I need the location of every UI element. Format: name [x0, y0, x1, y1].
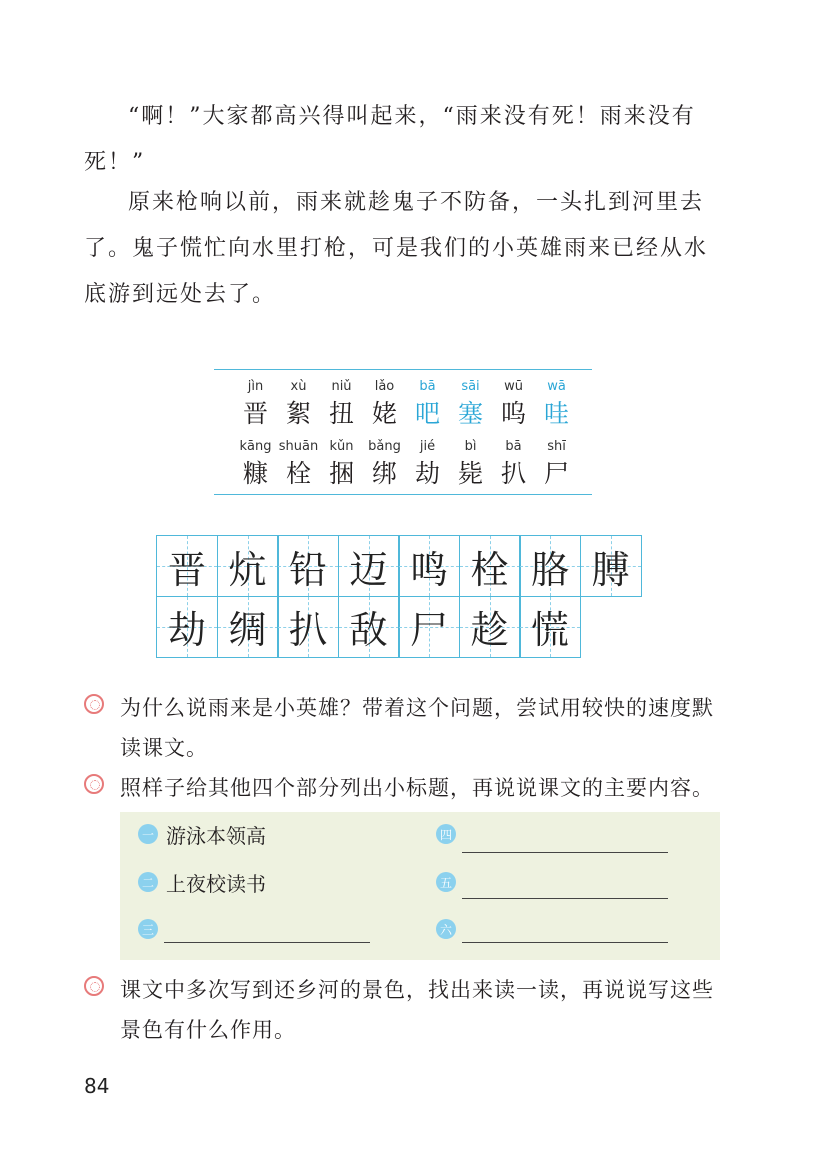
vocab-char: 栓: [285, 459, 311, 488]
writing-char: 趁: [470, 608, 509, 652]
outline-blank-line[interactable]: [462, 898, 668, 899]
vocab-char: 捆: [328, 459, 354, 488]
outline-number: 一: [138, 824, 158, 844]
vocab-char: 劫: [414, 459, 440, 488]
outline-number: 六: [436, 919, 456, 939]
outline-box: [120, 812, 720, 960]
pinyin: kǔn: [329, 439, 354, 454]
writing-cell: [398, 596, 460, 658]
vocab-char: 糠: [242, 459, 268, 488]
writing-char: 敌: [349, 608, 388, 652]
writing-char: 慌: [530, 608, 569, 652]
question-marker-icon: [84, 976, 104, 996]
pinyin: bì: [464, 439, 477, 454]
writing-char: 迈: [349, 547, 388, 592]
question-marker-icon: [84, 774, 104, 794]
writing-char: 炕: [228, 547, 267, 592]
question-text: 为什么说雨来是小英雄？带着这个问题，尝试用较快的速度默读课文。: [120, 696, 714, 760]
writing-cell: [217, 535, 279, 597]
outline-number: 三: [138, 919, 158, 939]
pinyin: wū: [504, 379, 523, 394]
writing-char: 晋: [167, 547, 206, 592]
vocab-char: 绑: [371, 459, 397, 488]
writing-cell: [277, 596, 339, 658]
writing-cell: [519, 535, 581, 597]
vocab-char: 呜: [500, 399, 526, 428]
vocab-char: 晋: [242, 399, 268, 428]
writing-cell: [519, 596, 581, 658]
outline-number: 五: [436, 872, 456, 892]
writing-cell: [217, 596, 279, 658]
writing-cell: [338, 596, 400, 658]
question-text: 照样子给其他四个部分列出小标题，再说说课文的主要内容。: [120, 776, 714, 800]
vocab-pinyin-row-2: [234, 439, 578, 454]
writing-char: 膊: [591, 547, 630, 592]
pinyin: kāng: [239, 439, 272, 454]
pinyin: sāi: [461, 379, 480, 394]
writing-char: 鸣: [409, 547, 448, 592]
vocab-char: 吧: [414, 399, 440, 428]
writing-cell: [156, 535, 218, 597]
pinyin: shī: [547, 439, 566, 454]
pinyin: bǎng: [368, 439, 401, 454]
writing-cell: [398, 535, 460, 597]
writing-cell: [459, 535, 521, 597]
story-paragraph-2: 原来枪响以前，雨来就趁鬼子不防备，一头扎到河里去了。鬼子慌忙向水里打枪，可是我们的小英雄雨来已经从水底游到远处去了。: [84, 190, 709, 307]
writing-char: 尸: [409, 608, 448, 652]
vocab-pinyin-row-1: [234, 379, 578, 394]
pinyin: jìn: [247, 379, 264, 394]
pinyin: wā: [547, 379, 566, 394]
question-3: [84, 970, 724, 1050]
writing-char: 铅: [288, 547, 327, 592]
vocab-char-row-1: [234, 394, 578, 430]
story-paragraph-1: “啊！”大家都高兴得叫起来，“雨来没有死！雨来没有死！”: [84, 104, 696, 175]
vocab-char: 扭: [328, 399, 354, 428]
writing-cell: [580, 535, 642, 597]
question-marker-icon: [84, 694, 104, 714]
pinyin: shuān: [278, 439, 319, 454]
vocab-char: 姥: [371, 399, 397, 428]
writing-cell: [338, 535, 400, 597]
pinyin: xù: [290, 379, 307, 394]
question-2: [84, 768, 724, 808]
pinyin: jié: [419, 439, 436, 454]
writing-char: 劫: [167, 608, 206, 652]
pinyin: lǎo: [374, 379, 395, 394]
writing-char: 扒: [288, 608, 327, 652]
outline-blank-line[interactable]: [462, 852, 668, 853]
vocab-char-row-2: [234, 454, 578, 490]
writing-char: 栓: [470, 547, 509, 592]
pinyin: bā: [419, 379, 436, 394]
writing-cell: [156, 596, 218, 658]
vocab-char: 扒: [500, 459, 526, 488]
outline-item-text: 游泳本领高: [166, 824, 266, 848]
outline-number: 二: [138, 872, 158, 892]
vocab-char: 塞: [457, 399, 483, 428]
question-text: 课文中多次写到还乡河的景色，找出来读一读，再说说写这些景色有什么作用。: [120, 978, 714, 1042]
vocab-top-rule: [214, 369, 592, 370]
outline-item-text: 上夜校读书: [166, 872, 266, 896]
pinyin: niǔ: [331, 379, 352, 394]
writing-char: 绸: [228, 608, 267, 652]
page-number: 84: [84, 1074, 110, 1098]
writing-char: 胳: [530, 547, 569, 592]
writing-cell: [459, 596, 521, 658]
writing-cell: [277, 535, 339, 597]
outline-blank-line[interactable]: [164, 942, 370, 943]
vocab-char: 尸: [543, 459, 569, 488]
vocab-char: 絮: [285, 399, 311, 428]
outline-blank-line[interactable]: [462, 942, 668, 943]
outline-number: 四: [436, 824, 456, 844]
question-1: [84, 688, 724, 768]
writing-grid-row-1: [156, 535, 642, 597]
vocab-char: 毙: [457, 459, 483, 488]
vocab-bottom-rule: [214, 494, 592, 495]
vocab-char: 哇: [543, 399, 569, 428]
pinyin: bā: [505, 439, 522, 454]
writing-grid-row-2: [156, 596, 581, 658]
